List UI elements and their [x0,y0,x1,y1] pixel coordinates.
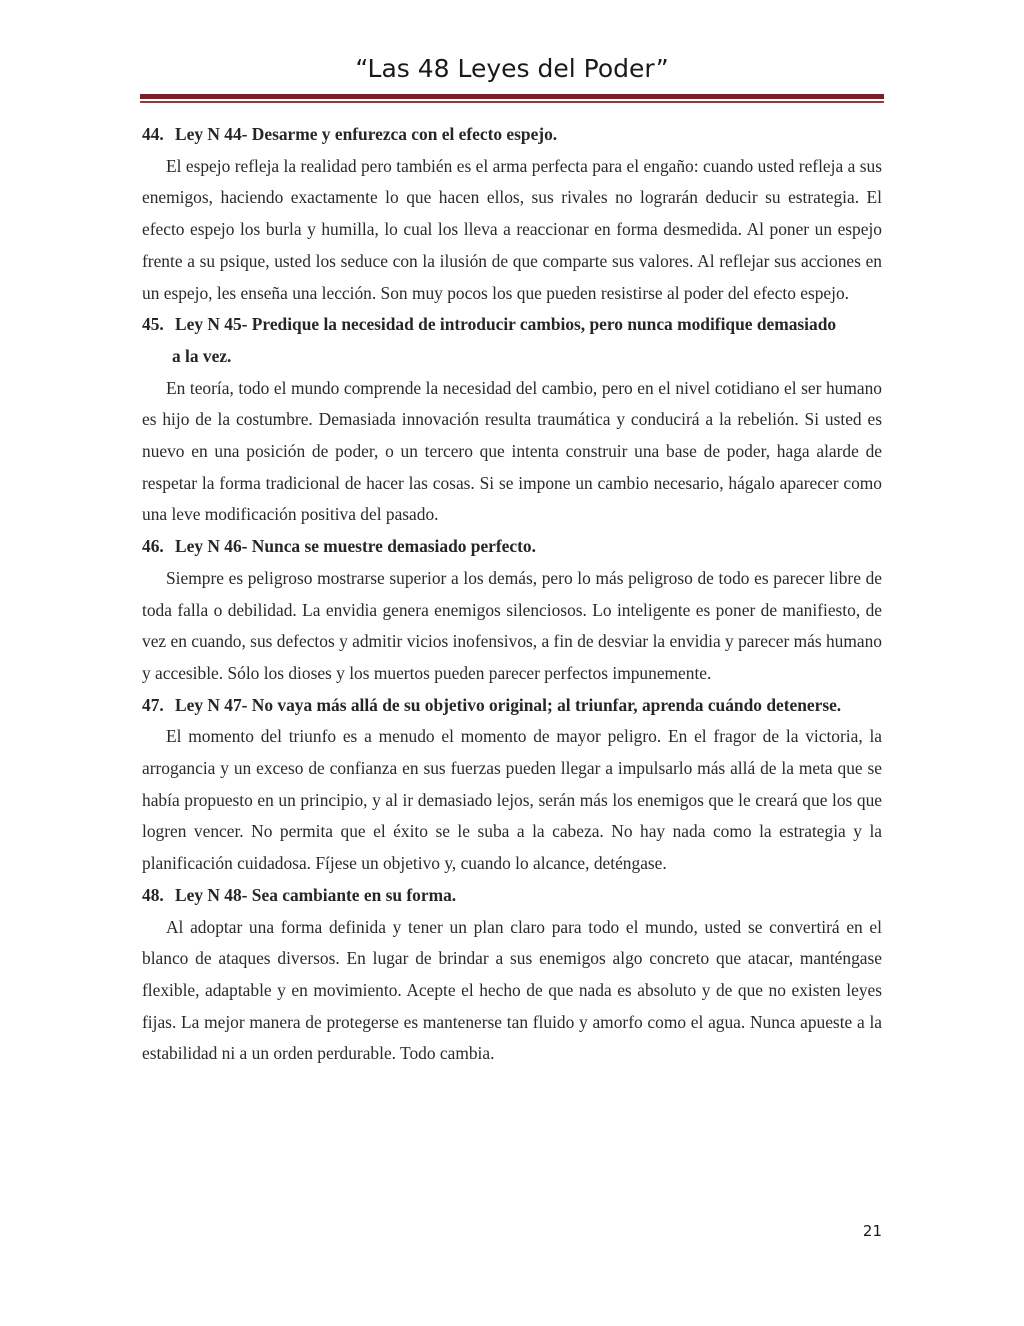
law-section-44 [142,119,882,309]
law-description: El espejo refleja la realidad pero también es el arma perfecta para el engaño: cuando usted refleja a sus enemigos, haciendo exactamente lo que hacen ellos, sus rivales no lograrán deducir su estrategia. El efecto espejo los burla y humilla, lo cual los lleva a reaccionar en forma desmedida. Al poner un espejo frente a su psique, usted los seduce con la ilusión de que comparte sus valores. Al reflejar sus acciones en un espejo, les enseña una lección. Son muy pocos los que pueden resistirse al poder del efecto espejo. [142,155,882,303]
law-heading [142,880,882,912]
header-rule-thin [140,101,884,103]
law-section-46 [142,531,882,690]
law-title: Ley N 47- No vaya más allá de su objetivo original; al triunfar, aprenda cuándo detenerse. [175,694,842,715]
law-heading [142,119,882,151]
law-description: Siempre es peligroso mostrarse superior a los demás, pero lo más peligroso de todo es parecer libre de toda falla o debilidad. La envidia genera enemigos silenciosos. Lo inteligente es poner de manifiesto, de vez en cuando, sus defectos y admitir vicios inofensivos, a fin de desviar la envidia y parecer más humano y accesible. Sólo los dioses y los muertos pueden parecer perfectos impunemente. [142,567,882,683]
law-number: 44. [142,124,164,144]
law-title-continuation: a la vez. [172,345,232,366]
header-rule-thick [140,94,884,99]
page-number: 21 [862,1222,882,1240]
law-title: Ley N 46- Nunca se muestre demasiado perfecto. [175,536,536,557]
law-number: 48. [142,884,164,905]
law-title: Ley N 48- Sea cambiante en su forma. [175,884,457,905]
law-title: Ley N 44- Desarme y enfurezca con el efecto espejo. [175,124,558,144]
law-section-45 [142,309,882,531]
law-heading [142,690,882,722]
law-number: 45. [142,314,164,335]
law-section-47 [142,690,882,880]
law-description: Al adoptar una forma definida y tener un plan claro para todo el mundo, usted se convertirá en el blanco de ataques diversos. En lugar de brindar a sus enemigos algo concreto que atacar, manténgase flexible, adaptable y en movimiento. Acepte el hecho de que nada es absoluto y de que no existen leyes fijas. La mejor manera de protegerse es mantenerse tan fluido y amorfo como el agua. Nunca apueste a la estabilidad ni a un orden perdurable. Todo cambia. [142,916,882,1064]
law-title: Ley N 45- Predique la necesidad de introducir cambios, pero nunca modifique demasiado [175,314,837,335]
page-content [142,119,882,1070]
page-header-title: “Las 48 Leyes del Poder” [355,54,669,83]
law-heading [142,309,882,372]
law-number: 46. [142,536,164,557]
law-heading [142,531,882,563]
law-number: 47. [142,694,164,715]
law-section-48 [142,880,882,1070]
law-description: El momento del triunfo es a menudo el momento de mayor peligro. En el fragor de la victoria, la arrogancia y un exceso de confianza en sus fuerzas pueden llegar a impulsarlo más allá de la meta que se había propuesto en un principio, y al ir demasiado lejos, serán más los enemigos que le creará que los que logren vencer. No permita que el éxito se le suba a la cabeza. No hay nada como la estrategia y la planificación cuidadosa. Fíjese un objetivo y, cuando lo alcance, deténgase. [142,726,882,874]
law-description: En teoría, todo el mundo comprende la necesidad del cambio, pero en el nivel cotidiano el ser humano es hijo de la costumbre. Demasiada innovación resulta traumática y conducirá a la rebelión. Si usted es nuevo en una posición de poder, o un tercero que intenta construir una base de poder, haga alarde de respetar la forma tradicional de hacer las cosas. Si se impone un cambio necesario, hágalo aparecer como una leve modificación positiva del pasado. [142,377,882,525]
